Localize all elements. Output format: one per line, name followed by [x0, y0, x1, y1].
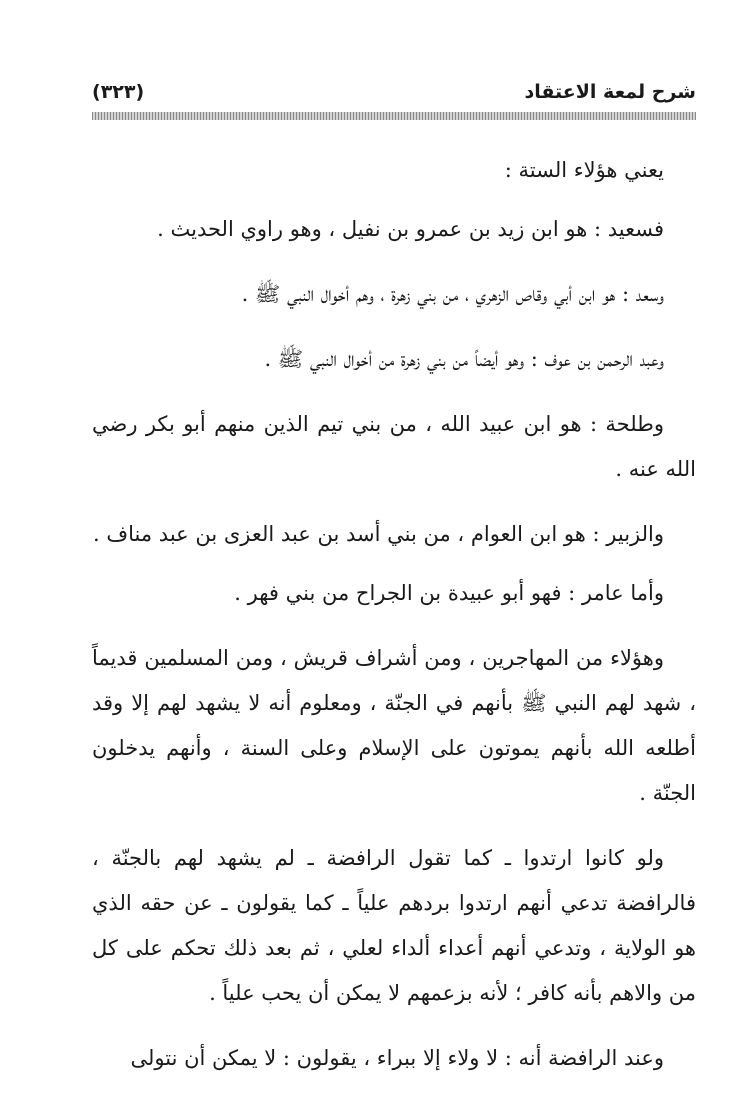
header-divider	[92, 112, 696, 120]
paragraph-saeed: فسعيد : هو ابن زيد بن عمرو بن نفيل ، وهو راوي الحديث .	[157, 217, 664, 241]
paragraph-zubair: والزبير : هو ابن العوام ، من بني أسد بن عبد العزى بن عبد مناف .	[93, 522, 664, 546]
paragraph-abdulrahman: وعبد الرحمن بن عوف : وهو أيضاً من بني زهرة من أخوال النبي ﷺ .	[264, 347, 664, 371]
paragraph-rafida-wala: وعند الرافضة أنه : لا ولاء إلا ببراء ، يقولون : لا يمكن أن نتولى	[130, 1046, 664, 1070]
page-number: (٣٢٣)	[92, 81, 145, 103]
running-header	[92, 78, 696, 110]
paragraph-muhajirin: وهؤلاء من المهاجرين ، ومن أشراف قريش ، ومن المسلمين قديماً ، شهد لهم النبي ﷺ بأنهم في الجنّة ، ومعلوم أنه لا يشهد لهم إلا وقد أطلعه الله بأنهم يموتون على الإسلام وعلى السنة ، وأنهم يدخلون الجنّة .	[92, 646, 696, 805]
paragraph-rafida-claim: ولو كانوا ارتدوا ـ كما تقول الرافضة ـ لم يشهد لهم بالجنّة ، فالرافضة تدعي أنهم ارتدوا بردهم علياً ـ كما يقولون ـ عن حقه الذي هو الولاية ، وتدعي أنهم أعداء ألداء لعلي ، ثم بعد ذلك تحكم على كل من والاهم بأنه كافر ؛ لأنه بزعمهم لا يمكن أن يحب علياً .	[92, 846, 696, 1005]
paragraph-intro: يعني هؤلاء الستة :	[504, 158, 664, 182]
paragraph-amir: وأما عامر : فهو أبو عبيدة بن الجراح من بني فهر .	[234, 581, 664, 605]
paragraph-saad: وسعد : هو ابن أبي وقاص الزهري ، من بني زهرة ، وهم أخوال النبي ﷺ .	[241, 282, 664, 306]
paragraph-talha: وطلحة : هو ابن عبيد الله ، من بني تيم الذين منهم أبو بكر رضي الله عنه .	[92, 412, 696, 481]
body-text	[92, 148, 696, 1101]
book-title: شرح لمعة الاعتقاد	[524, 81, 696, 103]
